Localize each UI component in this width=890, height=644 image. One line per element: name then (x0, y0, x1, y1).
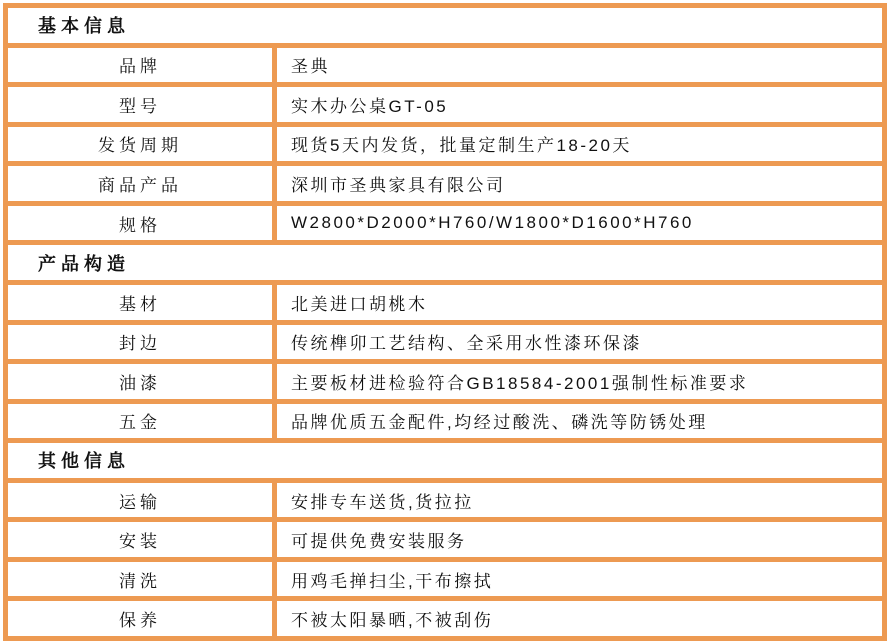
row-value-base-material: 北美进口胡桃木 (277, 285, 882, 320)
row-label-base-material: 基材 (8, 285, 272, 320)
row-value-edge-banding: 传统榫卯工艺结构、全采用水性漆环保漆 (277, 325, 882, 360)
row-value-installation: 可提供免费安装服务 (277, 522, 882, 557)
row-label-specification: 规格 (8, 206, 272, 241)
row-value-maintenance: 不被太阳暴晒,不被刮伤 (277, 601, 882, 636)
row-label-hardware: 五金 (8, 404, 272, 439)
row-value-transport: 安排专车送货,货拉拉 (277, 483, 882, 518)
row-label-edge-banding: 封边 (8, 325, 272, 360)
row-value-delivery-cycle: 现货5天内发货，批量定制生产18-20天 (277, 127, 882, 162)
row-label-transport: 运输 (8, 483, 272, 518)
row-value-brand: 圣典 (277, 48, 882, 83)
section-title-basic-info: 基本信息 (8, 8, 882, 43)
row-label-delivery-cycle: 发货周期 (8, 127, 272, 162)
row-value-manufacturer: 深圳市圣典家具有限公司 (277, 166, 882, 201)
row-value-hardware: 品牌优质五金配件,均经过酸洗、磷洗等防锈处理 (277, 404, 882, 439)
row-label-maintenance: 保养 (8, 601, 272, 636)
section-title-product-structure: 产品构造 (8, 245, 882, 280)
row-value-model: 实木办公桌GT-05 (277, 87, 882, 122)
row-label-manufacturer: 商品产品 (8, 166, 272, 201)
row-label-paint: 油漆 (8, 364, 272, 399)
product-spec-table (3, 3, 887, 641)
row-value-specification: W2800*D2000*H760/W1800*D1600*H760 (277, 206, 882, 241)
row-value-paint: 主要板材进检验符合GB18584-2001强制性标准要求 (277, 364, 882, 399)
row-label-brand: 品牌 (8, 48, 272, 83)
row-label-installation: 安装 (8, 522, 272, 557)
row-label-model: 型号 (8, 87, 272, 122)
row-label-cleaning: 清洗 (8, 562, 272, 597)
section-title-other-info: 其他信息 (8, 443, 882, 478)
row-value-cleaning: 用鸡毛掸扫尘,干布擦拭 (277, 562, 882, 597)
